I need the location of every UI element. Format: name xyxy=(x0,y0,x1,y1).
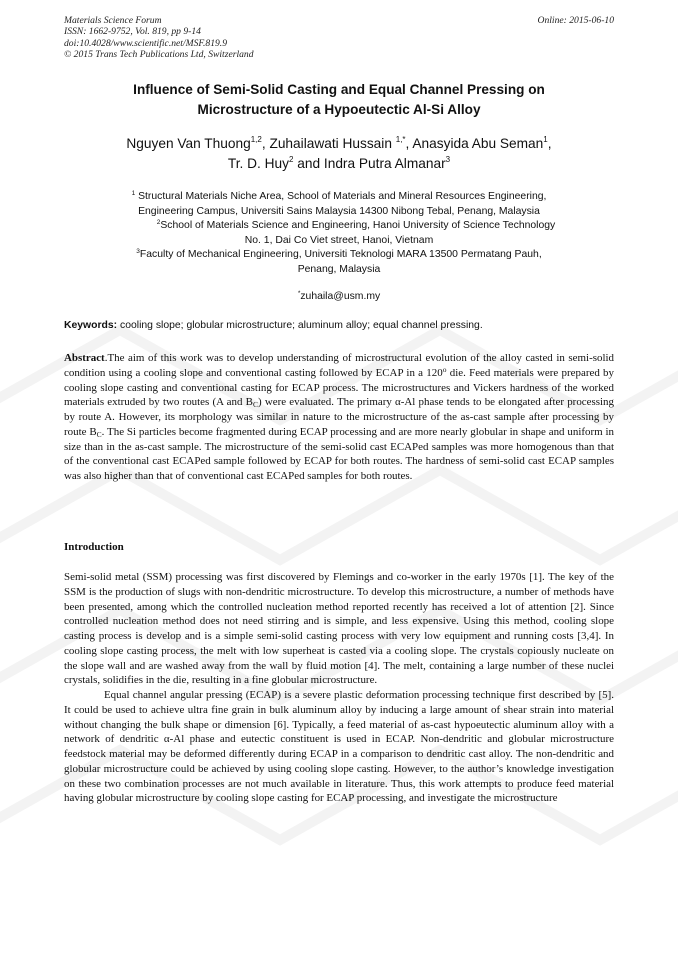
affiliation-mark: 3 xyxy=(136,248,140,256)
intro-paragraph-1: Semi-solid metal (SSM) processing was first discovered by Flemings and co-worker in the early 1970s [1]. The key of the SSM is the production of slugs with non-dendritic microstructure. To develop this microstructure, a number of methods have been presented, among which the controlled nucleation method reported recently has received a lot of attention [2]. Since controlled nucleation method does not need stirring and is simple, and less expensive. Using this method, cooling slope casting process is develop and is a simple semi-solid casting process with very low equipment and running costs [3,4]. In cooling slope casting process, the melt with low superheat is casted via a cooling slope. The crystals copiously nucleate on the slope wall and are washed away from the wall by fluid motion [4]. The melt, containing a large number of these nuclei crystals, solidifies in the die, resulting in a fine globular microstructure. xyxy=(64,571,614,687)
author-name: Nguyen Van Thuong xyxy=(126,136,251,151)
author-affil-mark: 1,2 xyxy=(250,135,262,144)
email-mark: * xyxy=(297,290,301,297)
author-affil-mark: 1 xyxy=(543,135,548,144)
author-name: Tr. D. Huy xyxy=(227,156,289,171)
affiliation-3-line-1 xyxy=(60,248,618,263)
author-name: Indra Putra Almanar xyxy=(323,156,446,171)
author-affil-mark: 2 xyxy=(289,155,294,164)
author-separator: , xyxy=(261,136,270,151)
author-affil-mark: 1,* xyxy=(395,135,406,144)
title-line-2: Microstructure of a Hypoeutectic Al-Si Alloy xyxy=(197,102,481,117)
author-affil-mark: 3 xyxy=(445,155,451,164)
affiliation-2-line-2: No. 1, Dai Co Viet street, Hanoi, Vietnam xyxy=(244,234,434,246)
author-separator: and xyxy=(293,156,324,171)
abstract-label: Abstract xyxy=(64,352,105,364)
journal-copyright: © 2015 Trans Tech Publications Ltd, Switzerland xyxy=(64,49,254,61)
route-subscript: C xyxy=(96,429,102,439)
abstract xyxy=(64,351,614,484)
paper-title xyxy=(60,80,618,120)
affiliation-mark: 2 xyxy=(156,219,161,227)
title-line-1: Influence of Semi-Solid Casting and Equal Channel Pressing on xyxy=(133,82,545,97)
affiliation-1-line-2: Engineering Campus, Universiti Sains Malaysia 14300 Nibong Tebal, Penang, Malaysia xyxy=(138,205,540,217)
intro-paragraph-2: Equal channel angular pressing (ECAP) is a severe plastic deformation processing technique first described by [5]. It could be used to achieve ultra fine grain in bulk aluminum alloy by inducing a large amount of shear strain into material without changing the bulk shape or dimension [6]. Typically, a feed material of as-cast hypoeutectic aluminum alloy with a network of dendritic α-Al phase and eutectic constituent is used in ECAP. Non-dendritic and globular microstructure feedstock material may be deformed differently during ECAP in a comparison to dendritic cast alloy. The non-dendritic and globular microstructure could be achieved by using cooling slope casting. However, to the author’s knowledge investigation on these two combination processes are not much available in literature. Thus, this work attempts to produce feed material having globular microstructure by cooling slope casting for ECAP processing, and investigate the microstructure xyxy=(64,689,614,805)
keywords-label: Keywords: xyxy=(64,320,118,331)
journal-issn: ISSN: 1662-9752, Vol. 819, pp 9-14 xyxy=(64,26,201,38)
keywords xyxy=(64,319,624,333)
abstract-text: ) were evaluated. The primary α-Al phase tends to be elongated after processing by route A. However, its morphology was similar in nature to the microstructure of the as-cast sample after processing by route B xyxy=(64,396,614,438)
affiliation-text: Faculty of Mechanical Engineering, Universiti Teknologi MARA 13500 Permatang Pauh, xyxy=(139,249,542,261)
author-list xyxy=(50,134,628,174)
author-separator: , xyxy=(405,136,413,151)
corresponding-email xyxy=(60,290,618,304)
abstract-text: . The Si particles become fragmented during ECAP processing and are more nearly globular in shape and uniform in size than in the as-cast sample. The microstructure of the semi-solid cast ECAPed samples was more homogenous than that of the conventional cast ECAPed sample followed by ECAP for both routes. The hardness of semi-solid cast ECAP samples was also higher than that of conventional cast ECAPed samples for both routes. xyxy=(64,425,614,482)
affiliation-text: Structural Materials Niche Area, School of Materials and Mineral Resources Engineering, xyxy=(135,191,547,202)
journal-header xyxy=(64,15,424,61)
email-address[interactable]: zuhaila@usm.my xyxy=(300,291,381,302)
author-name: Zuhailawati Hussain xyxy=(269,136,396,151)
journal-doi: doi:10.4028/www.scientific.net/MSF.819.9 xyxy=(64,37,227,49)
author-separator: , xyxy=(547,136,552,151)
affiliations xyxy=(60,190,618,278)
journal-name: Materials Science Forum xyxy=(64,15,162,26)
author-name: Anasyida Abu Seman xyxy=(412,136,544,151)
abstract-text: die. Feed materials were prepared by cooling slope casting and conventional casting for ECAP process. The microstructures and Vickers hardness of the worked materials extruded by two routes (A and B xyxy=(64,366,614,409)
author-line-2 xyxy=(50,154,628,174)
affiliation-3-line-2: Penang, Malaysia xyxy=(297,263,381,275)
affiliation-2-line-1 xyxy=(60,219,618,234)
route-subscript: C xyxy=(252,400,258,410)
affiliation-text: School of Materials Science and Engineering, Hanoi University of Science Technology xyxy=(160,220,556,232)
introduction-body xyxy=(64,570,614,806)
keywords-text: cooling slope; globular microstructure; aluminum alloy; equal channel pressing. xyxy=(117,320,483,331)
online-date: Online: 2015-06-10 xyxy=(537,15,614,26)
degree-mark: o xyxy=(442,364,447,374)
author-line-1 xyxy=(50,134,628,154)
affiliation-1-line-1 xyxy=(60,190,618,205)
abstract-text: .The aim of this work was to develop understanding of microstructural evolution of the alloy casted in semi-solid condition using a cooling slope and conventional casting followed by ECAP in a 120 xyxy=(64,352,614,379)
affiliation-mark: 1 xyxy=(131,190,136,197)
section-heading-introduction: Introduction xyxy=(64,541,124,553)
